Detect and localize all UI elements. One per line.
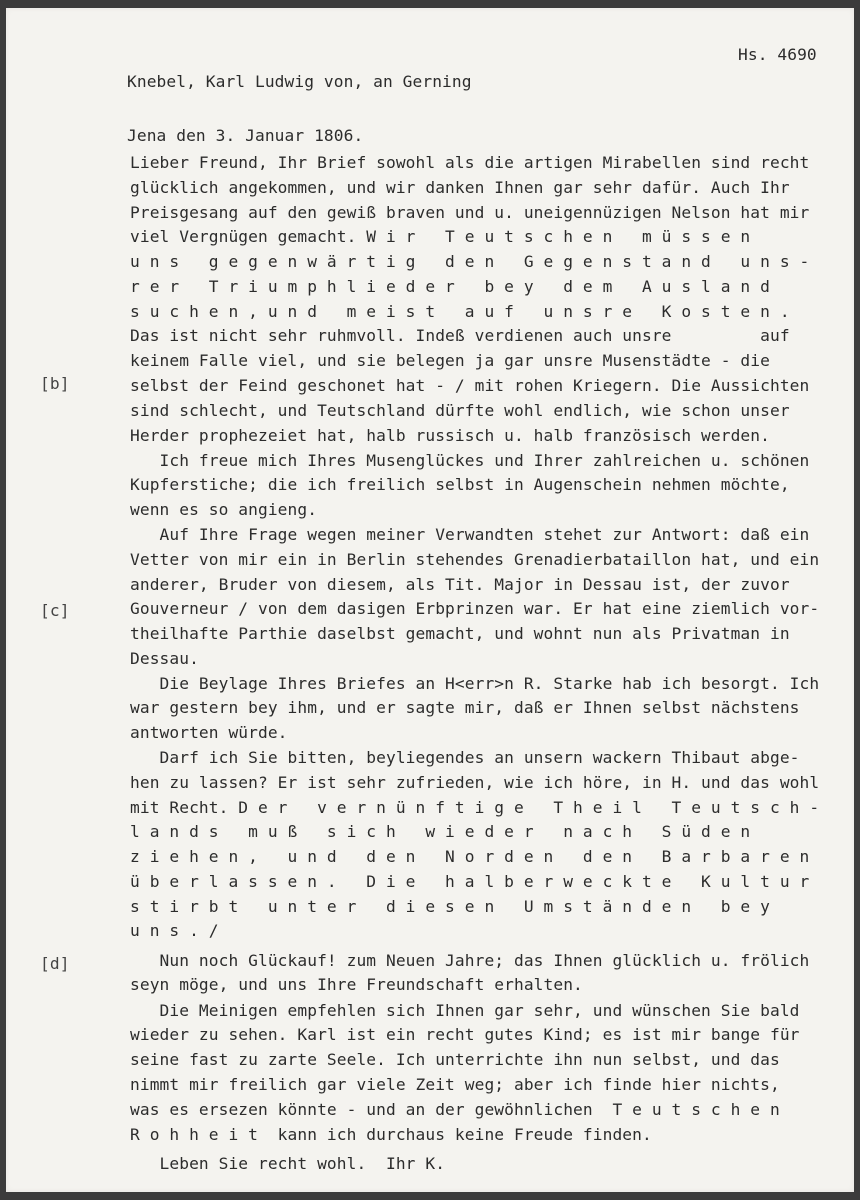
letter-line: hen zu lassen? Er ist sehr zufrieden, wie ich höre, in H. und das wohl bbox=[130, 773, 820, 792]
letter-line: z i e h e n , u n d d e n N o r d e n d e n B a r b a r e n bbox=[130, 847, 810, 866]
letter-line: sind schlecht, und Teutschland dürfte wohl endlich, wie schon unser bbox=[130, 401, 790, 420]
letter-line: r e r T r i u m p h l i e d e r b e y d e m A u s l a n d bbox=[130, 277, 770, 296]
letter-line: selbst der Feind geschonet hat - / mit rohen Kriegern. Die Aussichten bbox=[130, 376, 810, 395]
dateline: Jena den 3. Januar 1806. bbox=[127, 126, 364, 145]
letter-line: ü b e r l a s s e n . D i e h a l b e r w e c k t e K u l t u r bbox=[130, 872, 810, 891]
letter-line: theilhafte Parthie daselbst gemacht, und wohnt nun als Privatman in bbox=[130, 624, 790, 643]
letter-line: Herder prophezeiet hat, halb russisch u. halb französisch werden. bbox=[130, 426, 770, 445]
letter-line: R o h h e i t kann ich durchaus keine Freude finden. bbox=[130, 1125, 652, 1144]
letter-line: antworten würde. bbox=[130, 723, 288, 742]
letter-line: Die Meinigen empfehlen sich Ihnen gar sehr, und wünschen Sie bald bbox=[130, 1001, 800, 1020]
letter-line: war gestern bey ihm, und er sagte mir, daß er Ihnen selbst nächstens bbox=[130, 698, 800, 717]
document-page bbox=[6, 8, 854, 1192]
letter-line: Ich freue mich Ihres Musenglückes und Ihrer zahlreichen u. schönen bbox=[130, 451, 810, 470]
letter-line: wenn es so angieng. bbox=[130, 500, 318, 519]
letter-line: keinem Falle viel, und sie belegen ja gar unsre Musenstädte - die bbox=[130, 351, 770, 370]
letter-line: Gouverneur / von dem dasigen Erbprinzen war. Er hat eine ziemlich vor- bbox=[130, 599, 820, 618]
letter-line: wieder zu sehen. Karl ist ein recht gutes Kind; es ist mir bange für bbox=[130, 1025, 800, 1044]
letter-line: Leben Sie recht wohl. Ihr K. bbox=[130, 1154, 446, 1173]
letter-line: mit Recht. D e r v e r n ü n f t i g e T h e i l T e u t s c h - bbox=[130, 798, 820, 817]
margin-marker-d: [d] bbox=[40, 954, 70, 973]
letter-line: Darf ich Sie bitten, beyliegendes an unsern wackern Thibaut abge- bbox=[130, 748, 800, 767]
letter-line: Preisgesang auf den gewiß braven und u. uneigennüzigen Nelson hat mir bbox=[130, 203, 810, 222]
letter-line: viel Vergnügen gemacht. W i r T e u t s c h e n m ü s s e n bbox=[130, 227, 751, 246]
document-title: Knebel, Karl Ludwig von, an Gerning bbox=[127, 72, 472, 91]
letter-line: u n s . / bbox=[130, 921, 219, 940]
margin-marker-b: [b] bbox=[40, 374, 70, 393]
shelfmark: Hs. 4690 bbox=[738, 45, 817, 64]
letter-line: Die Beylage Ihres Briefes an H<err>n R. Starke hab ich besorgt. Ich bbox=[130, 674, 820, 693]
letter-line: Auf Ihre Frage wegen meiner Verwandten stehet zur Antwort: daß ein bbox=[130, 525, 810, 544]
letter-line: nimmt mir freilich gar viele Zeit weg; aber ich finde hier nichts, bbox=[130, 1075, 780, 1094]
letter-line: anderer, Bruder von diesem, als Tit. Major in Dessau ist, der zuvor bbox=[130, 575, 790, 594]
letter-line: seine fast zu zarte Seele. Ich unterrichte ihn nun selbst, und das bbox=[130, 1050, 780, 1069]
letter-line: was es ersezen könnte - und an der gewöhnlichen T e u t s c h e n bbox=[130, 1100, 780, 1119]
letter-line: Nun noch Glückauf! zum Neuen Jahre; das Ihnen glücklich u. frölich bbox=[130, 951, 810, 970]
letter-line: Kupferstiche; die ich freilich selbst in Augenschein nehmen möchte, bbox=[130, 475, 790, 494]
letter-line: Das ist nicht sehr ruhmvoll. Indeß verdienen auch unsre auf bbox=[130, 326, 790, 345]
letter-line: Vetter von mir ein in Berlin stehendes Grenadierbataillon hat, und ein bbox=[130, 550, 820, 569]
letter-line: seyn möge, und uns Ihre Freundschaft erhalten. bbox=[130, 975, 583, 994]
letter-line: Dessau. bbox=[130, 649, 199, 668]
letter-line: u n s g e g e n w ä r t i g d e n G e g e n s t a n d u n s - bbox=[130, 252, 810, 271]
letter-line: glücklich angekommen, und wir danken Ihnen gar sehr dafür. Auch Ihr bbox=[130, 178, 790, 197]
letter-line: l a n d s m u ß s i c h w i e d e r n a c h S ü d e n bbox=[130, 822, 751, 841]
letter-line: s t i r b t u n t e r d i e s e n U m s t ä n d e n b e y bbox=[130, 897, 770, 916]
letter-line: s u c h e n , u n d m e i s t a u f u n s r e K o s t e n . bbox=[130, 302, 790, 321]
letter-line: Lieber Freund, Ihr Brief sowohl als die artigen Mirabellen sind recht bbox=[130, 153, 810, 172]
margin-marker-c: [c] bbox=[40, 601, 70, 620]
